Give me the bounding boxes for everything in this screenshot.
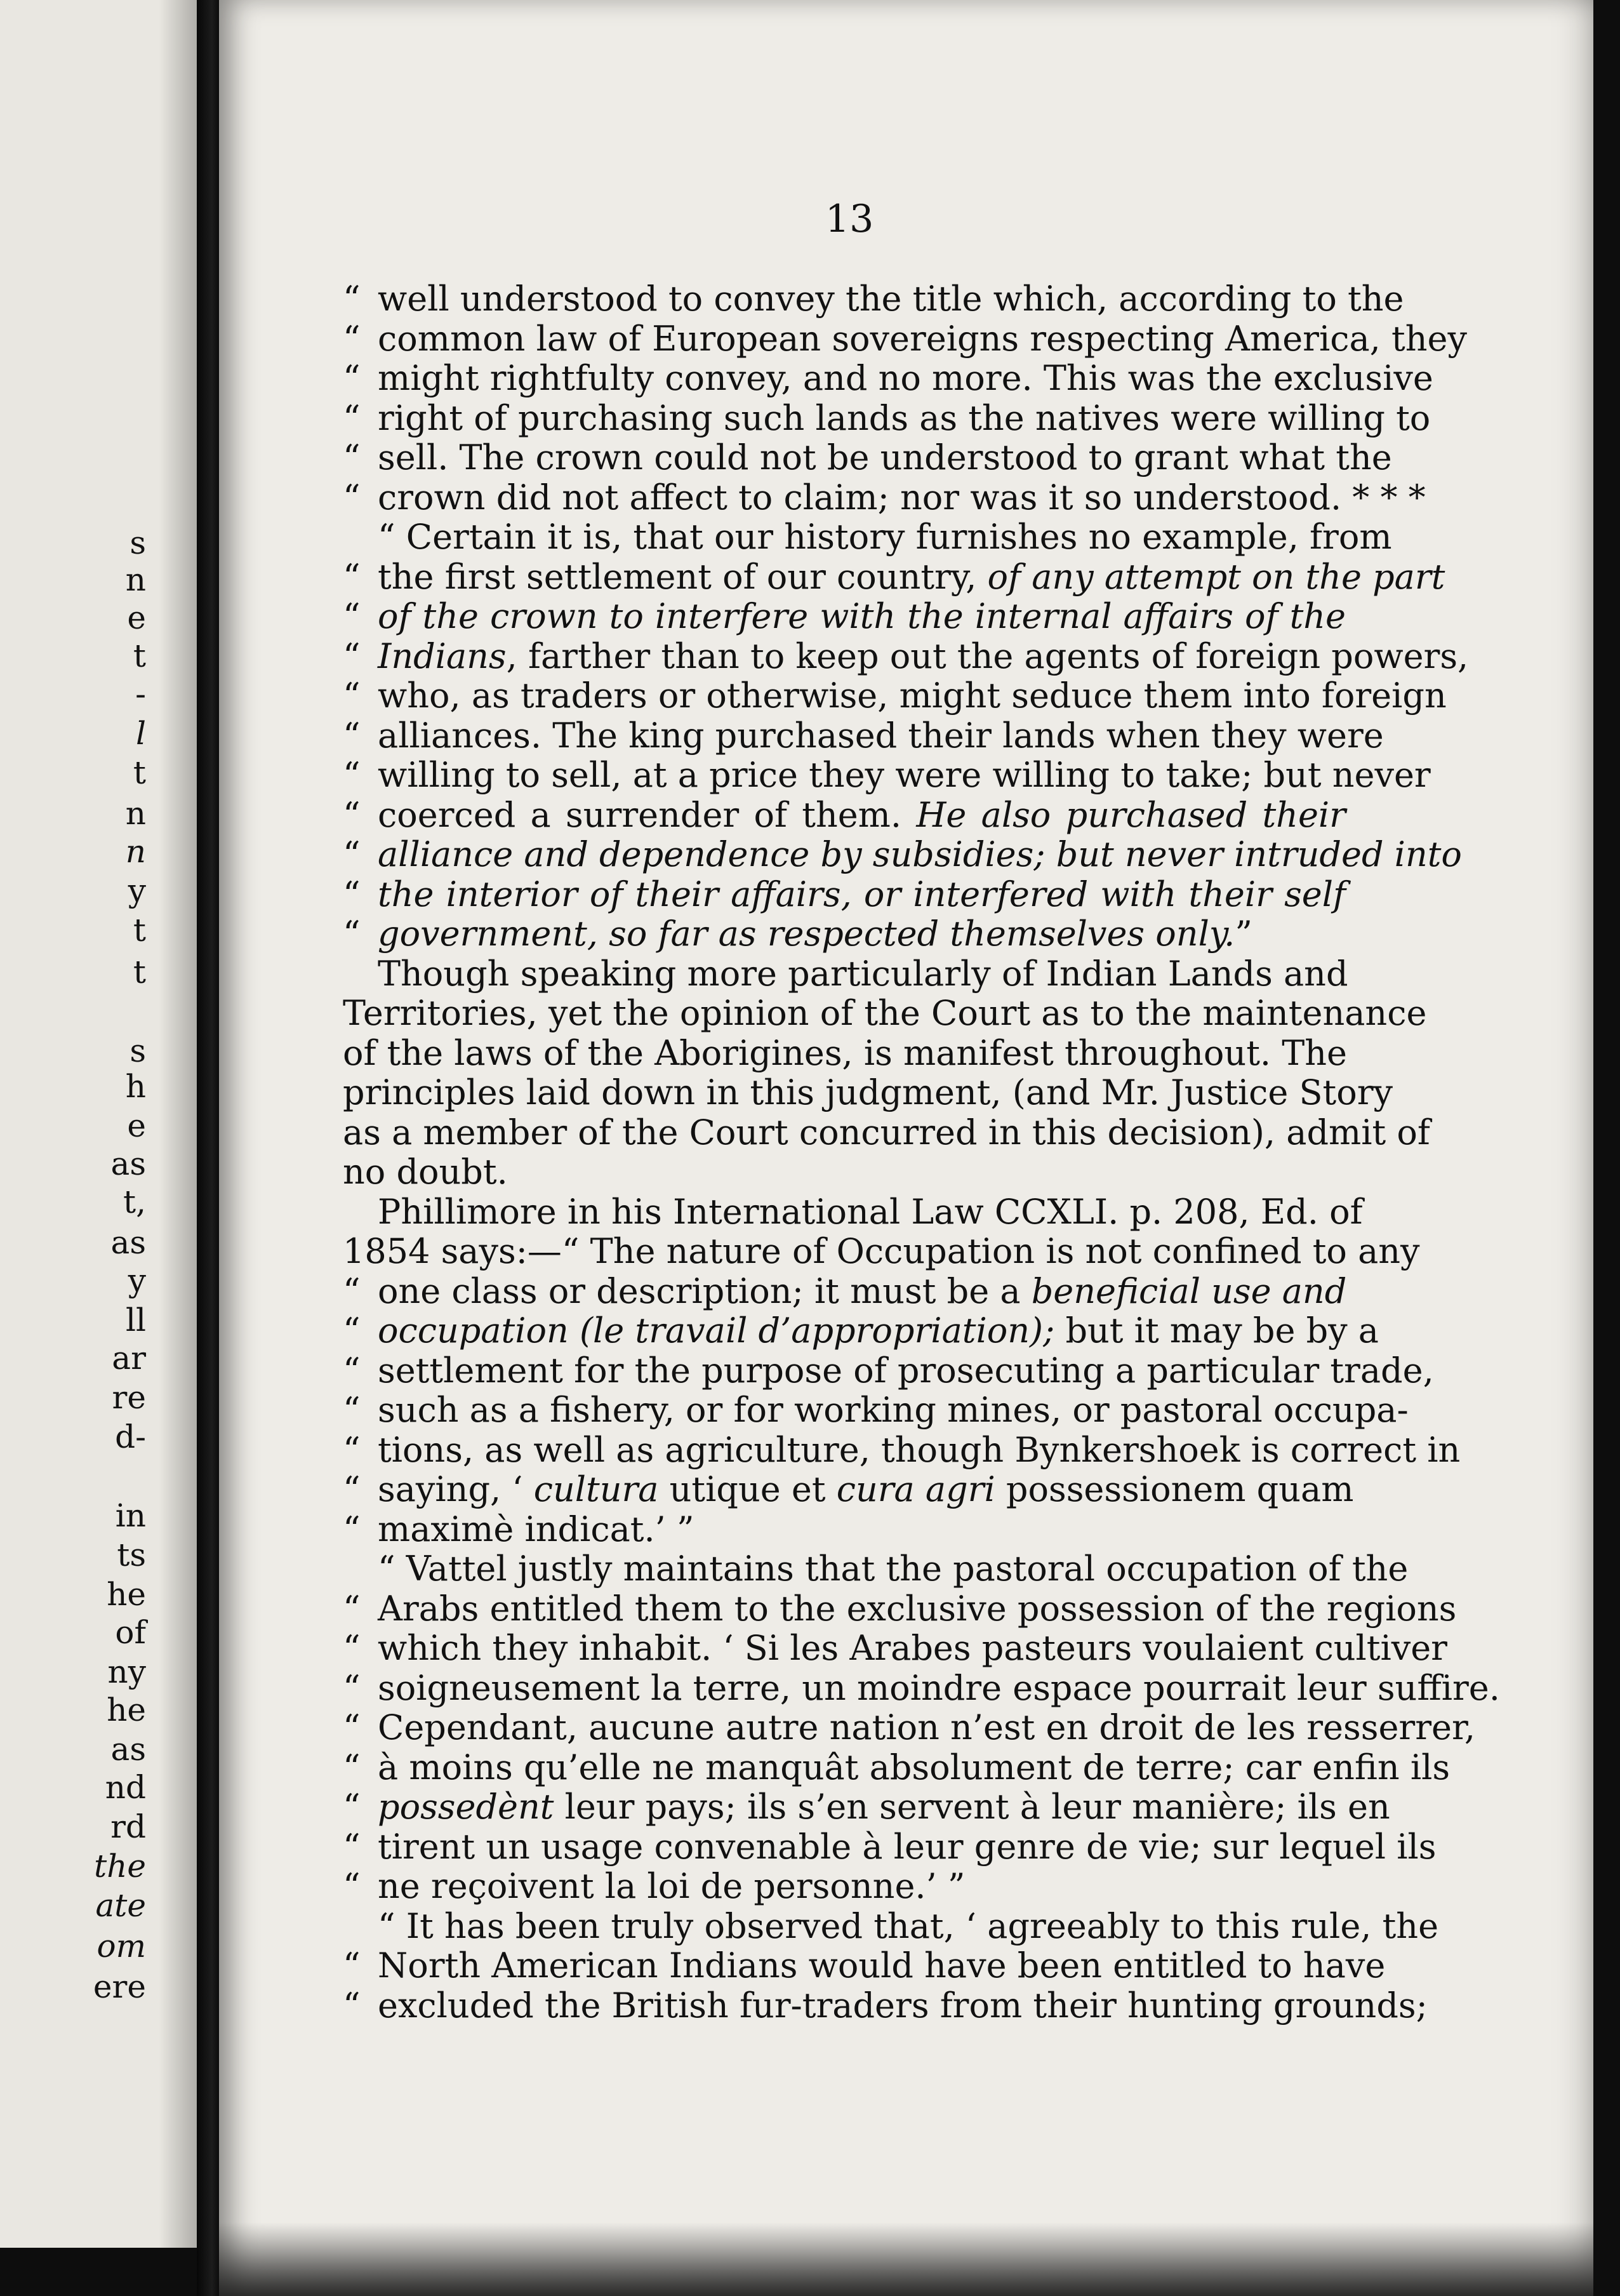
continuation-quote-mark: “ xyxy=(343,1787,361,1827)
facing-page-fragment: e xyxy=(127,1107,146,1144)
facing-page xyxy=(0,0,197,2248)
continuation-quote-mark: “ xyxy=(343,1588,361,1629)
continuation-quote-mark: “ xyxy=(343,834,361,874)
facing-page-gutter xyxy=(159,0,197,2248)
text-run: of the laws of the Aborigines, is manifest throughout. The xyxy=(343,1032,1347,1073)
text-line xyxy=(343,834,1462,875)
text-line xyxy=(343,1350,1434,1391)
text-run: saying, ‘ xyxy=(378,1469,534,1509)
italic-text: Indians xyxy=(378,636,507,676)
facing-page-fragment: t xyxy=(133,754,146,791)
text-run: coerced a surrender of them. xyxy=(378,794,917,835)
continuation-quote-mark: “ xyxy=(343,358,361,398)
text-line xyxy=(343,1787,1390,1827)
text-run: à moins qu’elle ne manquât absolument de terre; car enfin ils xyxy=(378,1747,1451,1787)
text-run: who, as traders or otherwise, might seduce them into foreign xyxy=(378,676,1447,716)
text-line xyxy=(343,796,1346,836)
facing-page-fragment: ere xyxy=(93,1968,146,2005)
facing-page-fragment: e xyxy=(127,599,146,636)
body-text xyxy=(343,279,1500,2026)
facing-page-fragment: d- xyxy=(115,1418,146,1455)
text-run: no doubt. xyxy=(343,1152,508,1192)
facing-page-fragment: t xyxy=(133,637,146,674)
text-run: willing to sell, at a price they were willing to take; but never xyxy=(378,755,1431,795)
text-line xyxy=(343,1747,1451,1788)
text-run: “ Vattel justly maintains that the pastoral occupation of the xyxy=(378,1549,1409,1589)
text-line xyxy=(343,1946,1386,1986)
facing-page-fragment: t xyxy=(133,912,146,949)
text-run: soigneusement la terre, un moindre espace pourrait leur suffire. xyxy=(378,1667,1500,1708)
continuation-quote-mark: “ xyxy=(343,397,361,438)
facing-page-fragment: re xyxy=(112,1379,146,1416)
text-run: Though speaking more particularly of Indian Lands and xyxy=(378,953,1348,994)
text-line xyxy=(343,437,1392,478)
text-line xyxy=(343,556,1445,597)
text-line xyxy=(343,1985,1428,2026)
facing-page-fragment: ny xyxy=(107,1653,146,1690)
facing-page-fragment: he xyxy=(107,1576,146,1613)
continuation-quote-mark: “ xyxy=(343,437,361,477)
facing-page-fragment: nd xyxy=(105,1769,146,1806)
facing-page-fragment: y xyxy=(128,872,146,909)
text-line xyxy=(343,676,1447,716)
facing-page-fragment: as xyxy=(110,1731,146,1768)
text-run: common law of European sovereigns respecting America, they xyxy=(378,318,1467,359)
text-line xyxy=(343,1191,1363,1232)
text-line xyxy=(343,1034,1346,1074)
facing-page-fragment: - xyxy=(135,676,146,712)
text-run: tions, as well as agriculture, though Bynkershoek is correct in xyxy=(378,1429,1461,1470)
facing-page-fragment: ar xyxy=(112,1340,146,1377)
facing-page-fragment: as xyxy=(110,1224,146,1261)
continuation-quote-mark: “ xyxy=(343,1429,361,1470)
facing-page-fragment: n xyxy=(125,795,146,832)
italic-text: occupation (le travail d’appropriation); xyxy=(378,1311,1055,1351)
italic-text: government, so far as respected themselves only. xyxy=(378,914,1235,954)
continuation-quote-mark: “ xyxy=(343,1509,361,1549)
text-run: 1854 says:—“ The nature of Occupation is not confined to any xyxy=(343,1231,1420,1271)
facing-page-fragment: t, xyxy=(123,1184,146,1220)
facing-page-fragment: n xyxy=(125,561,146,598)
text-run: one class or description; it must be a xyxy=(378,1271,1032,1311)
facing-page-fragment: ll xyxy=(126,1302,146,1338)
text-run: crown did not affect to claim; nor was it so understood. * * * xyxy=(378,477,1426,517)
continuation-quote-mark: “ xyxy=(343,1271,361,1311)
text-line xyxy=(343,1549,1409,1589)
text-line xyxy=(343,1588,1457,1629)
continuation-quote-mark: “ xyxy=(343,1747,361,1787)
continuation-quote-mark: “ xyxy=(343,477,361,517)
text-run: settlement for the purpose of prosecuting a particular trade, xyxy=(378,1350,1434,1391)
continuation-quote-mark: “ xyxy=(343,636,361,676)
text-run: ” xyxy=(1235,914,1252,954)
text-line xyxy=(343,993,1427,1034)
text-run: principles laid down in this judgment, (and Mr. Justice Story xyxy=(343,1072,1393,1112)
continuation-quote-mark: “ xyxy=(343,715,361,756)
continuation-quote-mark: “ xyxy=(343,1311,361,1351)
continuation-quote-mark: “ xyxy=(343,279,361,319)
text-line xyxy=(343,875,1346,915)
text-run: , farther than to keep out the agents of foreign powers, xyxy=(506,636,1469,676)
continuation-quote-mark: “ xyxy=(343,556,361,597)
text-line xyxy=(343,1072,1393,1113)
page-number: 13 xyxy=(825,197,874,241)
text-line xyxy=(343,1429,1461,1471)
text-line xyxy=(343,1826,1437,1867)
text-run: tirent un usage convenable à leur genre de vie; sur lequel ils xyxy=(378,1826,1437,1867)
text-line xyxy=(343,318,1467,359)
continuation-quote-mark: “ xyxy=(343,1390,361,1430)
text-line xyxy=(343,914,1346,954)
facing-page-fragment: in xyxy=(115,1497,146,1534)
continuation-quote-mark: “ xyxy=(343,1469,361,1509)
text-run: “ Certain it is, that our history furnishes no example, from xyxy=(378,517,1392,557)
text-run: which they inhabit. ‘ Si les Arabes pasteurs voulaient cultiver xyxy=(378,1628,1447,1668)
italic-text: cultura xyxy=(533,1469,659,1509)
text-line xyxy=(343,358,1433,399)
text-line xyxy=(343,279,1404,319)
continuation-quote-mark: “ xyxy=(343,596,361,636)
facing-page-fragment: s xyxy=(129,524,146,561)
text-line xyxy=(343,477,1426,518)
text-run: utique et xyxy=(658,1469,837,1509)
text-line xyxy=(343,1510,1346,1550)
continuation-quote-mark: “ xyxy=(343,1350,361,1391)
continuation-quote-mark: “ xyxy=(343,1628,361,1668)
text-run: as a member of the Court concurred in this decision), admit of xyxy=(343,1112,1430,1152)
text-line xyxy=(343,1390,1409,1431)
text-line xyxy=(343,954,1346,994)
facing-page-text-fragments xyxy=(0,0,146,2248)
continuation-quote-mark: “ xyxy=(343,874,361,914)
text-line xyxy=(343,1152,1346,1192)
text-run: might rightfulty convey, and no more. This was the exclusive xyxy=(378,358,1433,398)
italic-text: alliance and dependence by subsidies; but never intruded into xyxy=(378,834,1462,874)
italic-text: possedènt xyxy=(378,1787,554,1827)
text-run: sell. The crown could not be understood to grant what the xyxy=(378,437,1392,477)
facing-page-fragment: of xyxy=(115,1614,146,1651)
text-run: such as a fishery, or for working mines, or pastoral occupa- xyxy=(378,1390,1409,1430)
text-line xyxy=(343,715,1384,756)
continuation-quote-mark: “ xyxy=(343,794,361,835)
italic-text: the interior of their affairs, or interfered with their self xyxy=(378,874,1346,914)
text-run: excluded the British fur-traders from their hunting grounds; xyxy=(378,1985,1428,2026)
text-line xyxy=(343,1311,1379,1351)
text-run: but it may be by a xyxy=(1054,1311,1379,1351)
continuation-quote-mark: “ xyxy=(343,1707,361,1747)
text-line xyxy=(343,1628,1447,1669)
text-line xyxy=(343,1112,1430,1153)
text-run: Arabs entitled them to the exclusive possession of the regions xyxy=(378,1588,1457,1629)
page-bottom-edge xyxy=(219,2222,1593,2296)
facing-page-fragment: y xyxy=(128,1262,146,1299)
text-run: possessionem quam xyxy=(995,1469,1354,1509)
text-run: alliances. The king purchased their lands when they were xyxy=(378,715,1384,756)
text-line xyxy=(343,1231,1420,1272)
italic-text: cura agri xyxy=(836,1469,995,1509)
text-line xyxy=(343,1469,1354,1510)
facing-page-fragment: om xyxy=(96,1928,146,1965)
facing-page-fragment: rd xyxy=(110,1808,146,1845)
text-line xyxy=(343,517,1392,557)
facing-page-fragment: as xyxy=(110,1145,146,1182)
text-line xyxy=(343,636,1469,677)
text-run: Cependant, aucune autre nation n’est en droit de les resserrer, xyxy=(378,1707,1476,1747)
facing-page-fragment: l xyxy=(136,715,146,752)
text-run: right of purchasing such lands as the natives were willing to xyxy=(378,397,1431,438)
facing-page-fragment: ts xyxy=(117,1537,146,1573)
text-line xyxy=(343,1867,1346,1907)
continuation-quote-mark: “ xyxy=(343,318,361,359)
continuation-quote-mark: “ xyxy=(343,1985,361,2026)
text-run: the first settlement of our country, xyxy=(378,556,988,597)
text-line xyxy=(343,1707,1476,1748)
continuation-quote-mark: “ xyxy=(343,676,361,716)
italic-text: of the crown to interfere with the internal affairs of the xyxy=(378,596,1346,636)
text-run: ne reçoivent la loi de personne.’ ” xyxy=(378,1866,966,1906)
text-run: Territories, yet the opinion of the Court as to the maintenance xyxy=(343,993,1427,1033)
text-run: Phillimore in his International Law CCXLI. p. 208, Ed. of xyxy=(378,1191,1363,1232)
text-line xyxy=(343,1906,1439,1947)
continuation-quote-mark: “ xyxy=(343,1826,361,1867)
continuation-quote-mark: “ xyxy=(343,1667,361,1708)
text-run: “ It has been truly observed that, ‘ agreeably to this rule, the xyxy=(378,1906,1439,1946)
text-line xyxy=(343,1272,1346,1312)
text-run: well understood to convey the title which, according to the xyxy=(378,279,1404,319)
text-run: maximè indicat.’ ” xyxy=(378,1509,694,1549)
text-run: North American Indians would have been entitled to have xyxy=(378,1946,1386,1986)
italic-text: He also purchased their xyxy=(916,794,1346,835)
book-binding xyxy=(197,0,222,2296)
italic-text: beneficial use and xyxy=(1031,1271,1347,1311)
text-line xyxy=(343,397,1431,439)
continuation-quote-mark: “ xyxy=(343,914,361,954)
facing-page-fragment: s xyxy=(129,1032,146,1069)
facing-page-fragment: t xyxy=(133,954,146,991)
facing-page-fragment: the xyxy=(94,1848,146,1885)
continuation-quote-mark: “ xyxy=(343,1866,361,1906)
facing-page-fragment: h xyxy=(125,1068,146,1105)
text-line xyxy=(343,1667,1500,1709)
text-line xyxy=(343,597,1346,637)
italic-text: of any attempt on the part xyxy=(987,556,1445,597)
facing-page-fragment: n xyxy=(125,833,146,870)
facing-page-fragment: he xyxy=(107,1692,146,1728)
text-line xyxy=(343,755,1431,796)
text-run: leur pays; ils s’en servent à leur manière; ils en xyxy=(554,1787,1390,1827)
continuation-quote-mark: “ xyxy=(343,1946,361,1986)
continuation-quote-mark: “ xyxy=(343,755,361,795)
facing-page-fragment: ate xyxy=(95,1887,146,1924)
